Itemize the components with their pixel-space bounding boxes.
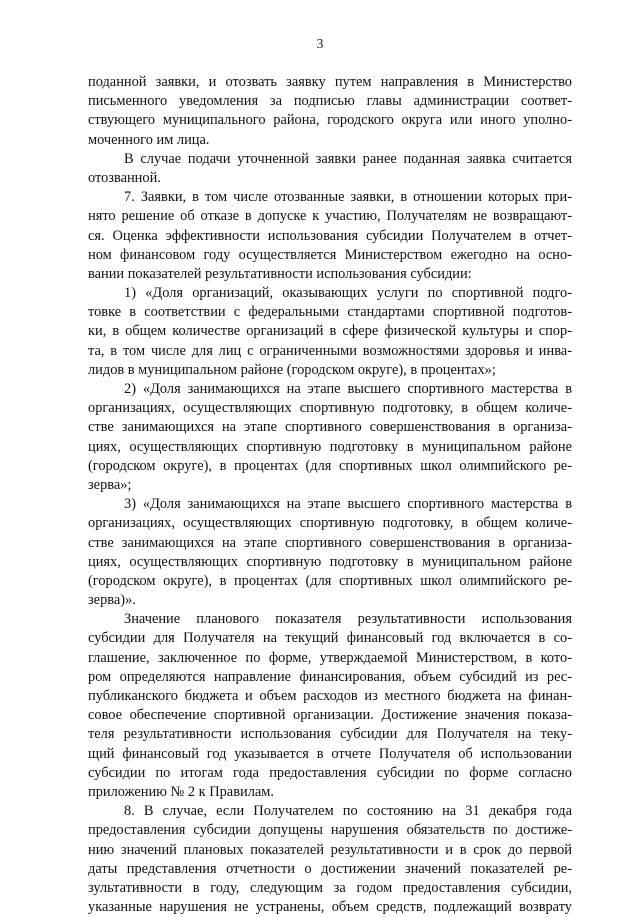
text-line: вании показателей результативности использования субсидии:: [88, 265, 472, 282]
text-line: (городском округе), в процентах (для спортивных школ олимпийского ре-: [88, 572, 572, 589]
text-line: публиканского бюджета и объем расходов из местного бюджета на финан-: [88, 688, 572, 704]
text-line: глашение, заключенное по форме, утверждаемой Министерством, в кото-: [88, 649, 572, 666]
text-line: теля результативности использования субсидии для Получателя на теку-: [88, 726, 572, 743]
text-line: предоставления субсидии допущены нарушения обязательств по достиже-: [88, 822, 572, 839]
text-line: 7. Заявки, в том числе отозванные заявки, в отношении которых при-: [124, 189, 572, 206]
text-line: щий финансовый год указывается в отчете Получателя об использовании: [88, 745, 572, 762]
text-line: совое обеспечение спортивной организации. Достижение значения показа-: [88, 707, 572, 724]
text-line: зерва»;: [88, 476, 132, 493]
text-line: ки, в общем количестве организаций в сфере физической культуры и спор-: [88, 323, 572, 340]
text-line: ствующего муниципального района, городского округа или иного уполно-: [88, 112, 572, 129]
text-line: поданной заявки, и отозвать заявку путем направления в Министерство: [88, 74, 572, 90]
text-line: указанные нарушения не устранены, объем средств, подлежащий возврату: [88, 899, 572, 916]
page-number: 3: [316, 36, 324, 51]
text-line: та, в том числе для лиц с ограниченными возможностями здоровья и инва-: [88, 342, 572, 359]
text-line: нято решение об отказе в допуске к участию, Получателям не возвращают-: [88, 208, 572, 225]
text-line: письменного уведомления за подписью главы администрации соответ-: [88, 93, 572, 110]
text-line: 3) «Доля занимающихся на этапе высшего спортивного мастерства в: [124, 496, 572, 513]
text-line: товке в соответствии с федеральными стандартами спортивной подготов-: [88, 304, 572, 321]
text-line: циях, осуществляющих спортивную подготовку в муниципальном районе: [88, 438, 572, 455]
text-line: организациях, осуществляющих спортивную подготовку, в общем количе-: [88, 400, 572, 417]
text-line: субсидии для Получателя на текущий финансовый год включается в со-: [88, 630, 572, 647]
text-line: моченного им лица.: [88, 131, 210, 148]
text-line: отозванной.: [88, 169, 161, 186]
text-line: Значение планового показателя результативности использования: [124, 611, 572, 628]
text-line: зультативности в году, следующим за годом предоставления субсидии,: [88, 879, 572, 896]
text-line: приложению № 2 к Правилам.: [88, 783, 274, 800]
text-line: (городском округе), в процентах (для спортивных школ олимпийского ре-: [88, 457, 572, 474]
text-line: ся. Оценка эффективности использования субсидии Получателем в отчет-: [88, 227, 572, 244]
document-body: [88, 73, 572, 917]
text-line: циях, осуществляющих спортивную подготовку в муниципальном районе: [88, 553, 572, 570]
text-line: В случае подачи уточненной заявки ранее поданная заявка считается: [124, 150, 572, 167]
text-line: 1) «Доля организаций, оказывающих услуги по спортивной подго-: [124, 285, 572, 302]
text-line: 2) «Доля занимающихся на этапе высшего спортивного мастерства в: [124, 381, 572, 397]
text-line: стве занимающихся на этапе спортивного совершенствования в организа-: [88, 534, 572, 551]
text-line: зерва)».: [88, 592, 136, 609]
text-line: лидов в муниципальном районе (городском округе), в процентах»;: [88, 361, 496, 378]
text-line: субсидии по итогам года предоставления субсидии по форме согласно: [88, 764, 572, 781]
text-line: организациях, осуществляющих спортивную подготовку, в общем количе-: [88, 515, 572, 532]
text-line: ном финансовом году осуществляется Министерством ежегодно на осно-: [88, 246, 572, 263]
text-line: ром определяются направление финансирования, объем субсидий из рес-: [88, 668, 572, 685]
text-line: 8. В случае, если Получателем по состоянию на 31 декабря года: [124, 803, 572, 820]
text-line: нию значений плановых показателей результативности и в срок до первой: [88, 841, 572, 858]
text-line: стве занимающихся на этапе спортивного совершенствования в организа-: [88, 419, 572, 436]
text-line: даты представления отчетности о достижении значений показателей ре-: [88, 860, 572, 877]
